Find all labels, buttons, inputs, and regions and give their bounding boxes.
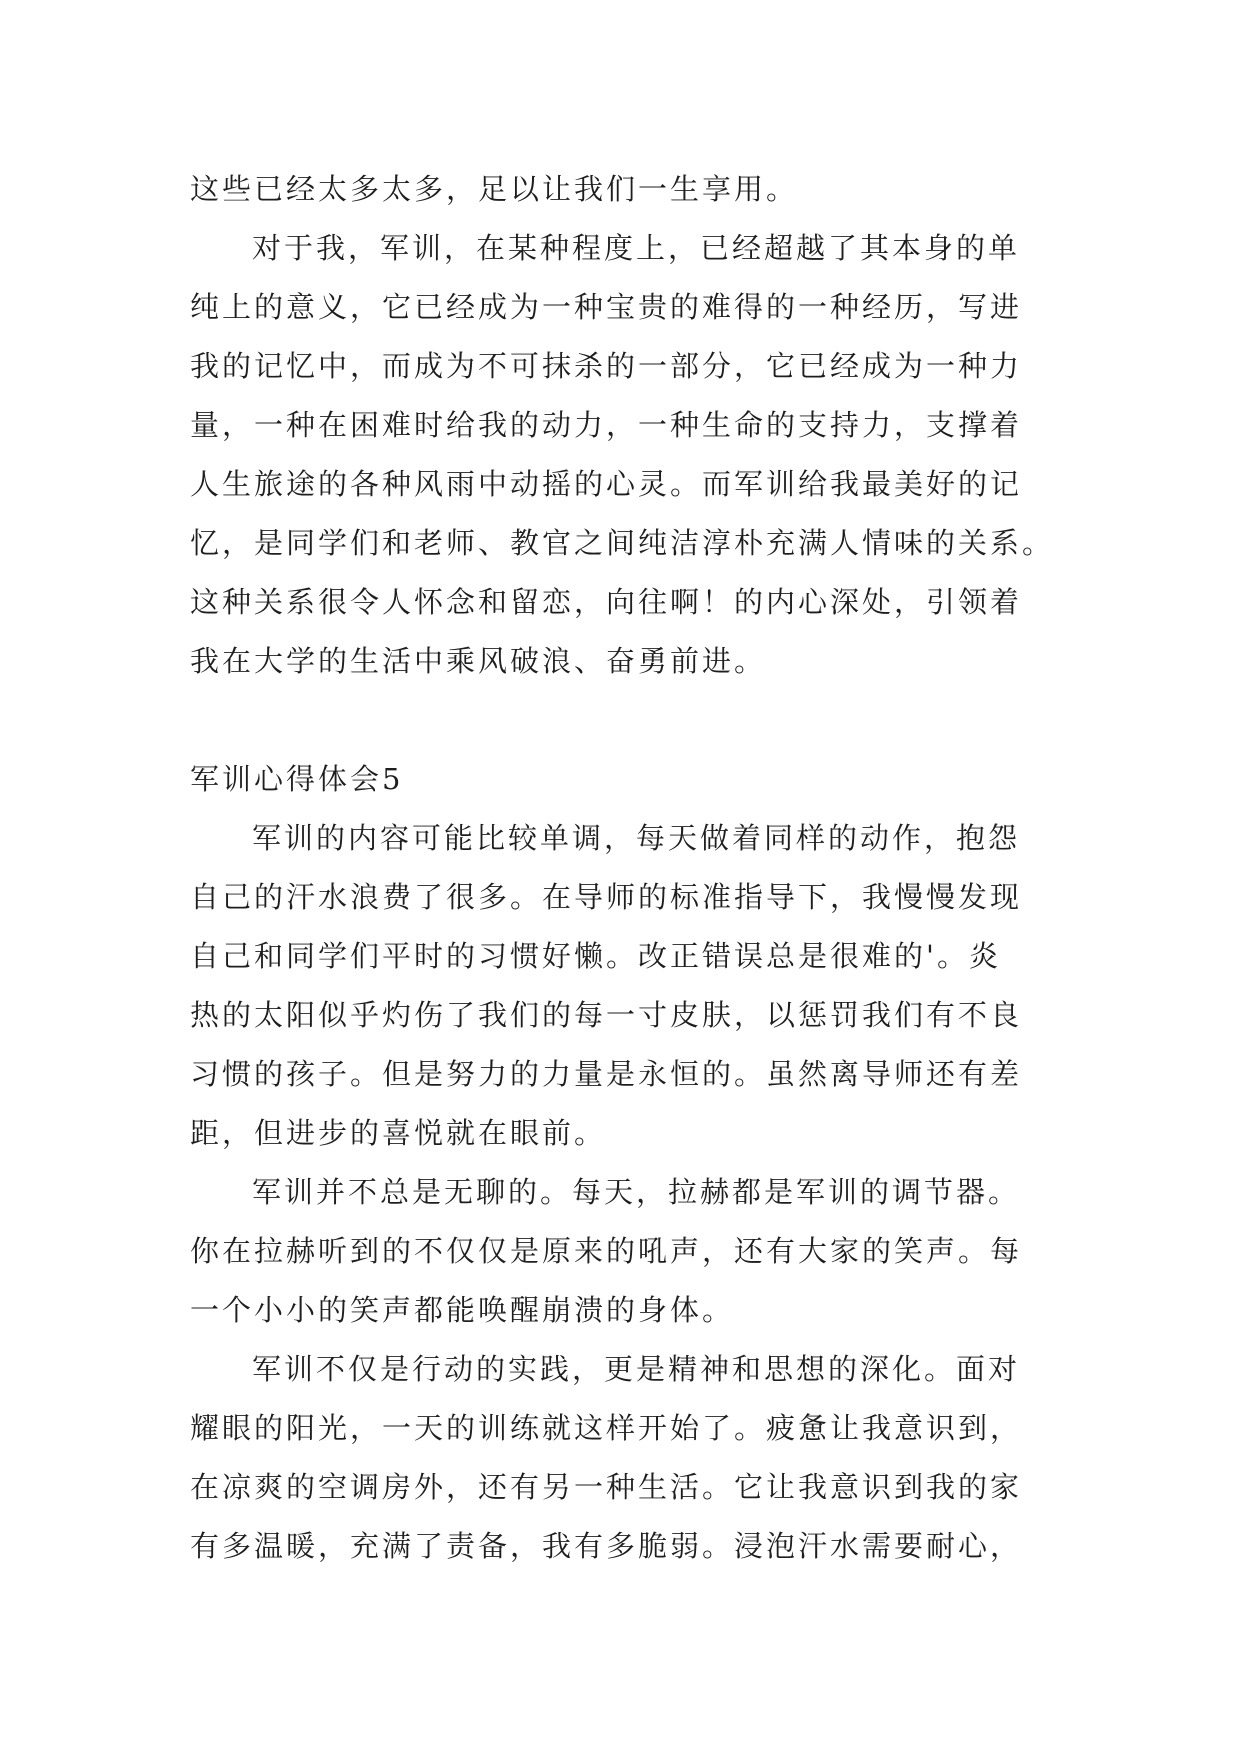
- text-line: 你在拉赫听到的不仅仅是原来的吼声，还有大家的笑声。每: [190, 1234, 1023, 1268]
- text-line: 一个小小的笑声都能唤醒崩溃的身体。: [190, 1293, 735, 1327]
- text-line: 习惯的孩子。但是努力的力量是永恒的。虽然离导师还有差: [190, 1057, 1023, 1091]
- text-line: 耀眼的阳光，一天的训练就这样开始了。疲惫让我意识到，: [190, 1411, 1023, 1445]
- text-line: 纯上的意义，它已经成为一种宝贵的难得的一种经历，写进: [190, 290, 1023, 324]
- text-line: 这种关系很令人怀念和留恋，向往啊！的内心深处，引领着: [190, 585, 1023, 619]
- text-line: 距，但进步的喜悦就在眼前。: [190, 1116, 607, 1150]
- text-line: 自己的汗水浪费了很多。在导师的标准指导下，我慢慢发现: [190, 880, 1023, 914]
- section-gap: [190, 691, 1050, 750]
- paragraph-first-line: 军训不仅是行动的实践，更是精神和思想的深化。面对: [252, 1352, 1021, 1386]
- text-line: 在凉爽的空调房外，还有另一种生活。它让我意识到我的家: [190, 1470, 1023, 1504]
- paragraph-first-line: 军训并不总是无聊的。每天，拉赫都是军训的调节器。: [252, 1175, 1021, 1209]
- text-line: 热的太阳似乎灼伤了我们的每一寸皮肤，以惩罚我们有不良: [190, 998, 1023, 1032]
- text-line: 这些已经太多太多，足以让我们一生享用。: [190, 172, 799, 206]
- document-body: [190, 160, 1055, 1576]
- text-line: 人生旅途的各种风雨中动摇的心灵。而军训给我最美好的记: [190, 467, 1023, 501]
- text-line: 忆，是同学们和老师、教官之间纯洁淳朴充满人情味的关系。: [190, 526, 1055, 560]
- text-line: 我的记忆中，而成为不可抹杀的一部分，它已经成为一种力: [190, 349, 1023, 383]
- paragraph-first-line: 军训的内容可能比较单调，每天做着同样的动作，抱怨: [252, 821, 1021, 855]
- text-line: 量，一种在困难时给我的动力，一种生命的支持力，支撑着: [190, 408, 1023, 442]
- section-heading: 军训心得体会5: [190, 762, 404, 796]
- paragraph-first-line: 对于我，军训，在某种程度上，已经超越了其本身的单: [252, 231, 1021, 265]
- text-line: 我在大学的生活中乘风破浪、奋勇前进。: [190, 644, 767, 678]
- text-line: 有多温暖，充满了责备，我有多脆弱。浸泡汗水需要耐心，: [190, 1529, 1023, 1563]
- text-line: 自己和同学们平时的习惯好懒。改正错误总是很难的'。炎: [190, 939, 1001, 973]
